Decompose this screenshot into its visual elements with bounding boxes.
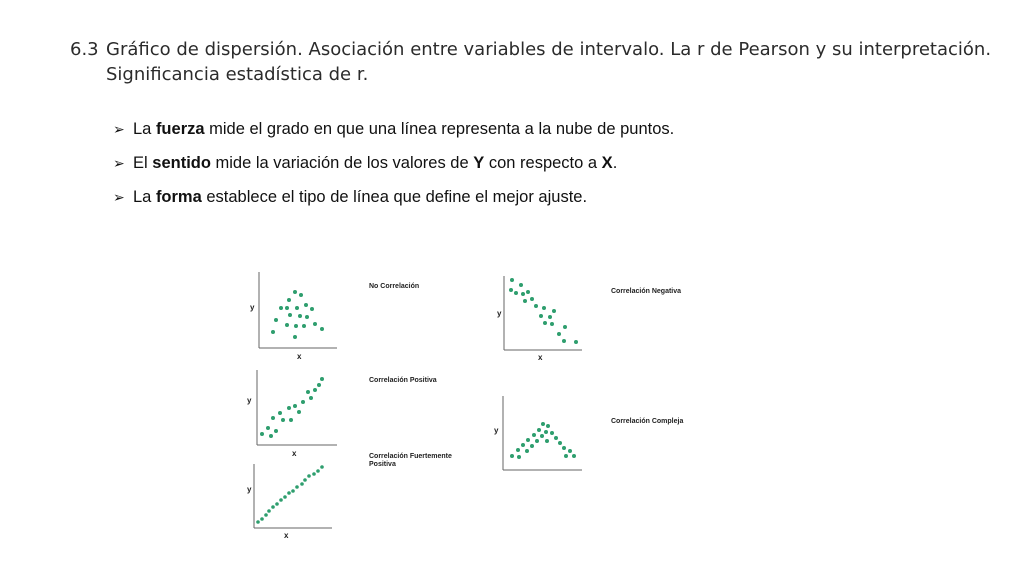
page-title: Gráfico de dispersión. Asociación entre variables de intervalo. La r de Pearson y su interpretación. [106,39,992,60]
scatter-point [291,489,295,493]
scatter-point [572,454,576,458]
scatter-point [285,323,289,327]
scatter-point [310,307,314,311]
scatter-point [295,306,299,310]
scatter-points [260,377,324,438]
bullet-post: establece el tipo de línea que define el mejor ajuste. [201,188,588,206]
scatter-point [300,482,304,486]
scatter-point [517,455,521,459]
bullet-bold-y: Y [473,154,485,172]
scatter-point [305,315,309,319]
scatter-fuerte-positiva [240,462,340,542]
scatter-point [274,318,278,322]
label-line-1: Correlación Fuertemente [369,453,452,460]
bullet-pre: La [133,120,156,138]
scatter-point [530,297,534,301]
bullet-post: mide el grado en que una línea representa a la nube de puntos. [204,120,675,138]
scatter-no-correlacion [245,268,345,363]
scatter-point [539,314,543,318]
bullet-bold: forma [155,188,202,206]
scatter-point [303,478,307,482]
scatter-point [320,327,324,331]
y-axis-label: y [247,485,252,494]
bullet-bold: fuerza [155,120,205,138]
bullet-fuerza [113,120,674,154]
bullet-forma [113,188,674,222]
scatter-point [514,291,518,295]
bullet-sentido [113,154,674,188]
scatter-point [516,448,520,452]
scatter-point [523,299,527,303]
scatter-point [544,430,548,434]
scatter-point [313,388,317,392]
x-axis-label: x [538,353,543,362]
scatter-point [285,306,289,310]
scatter-point [519,283,523,287]
scatter-point [278,411,282,415]
scatter-point [309,396,313,400]
scatter-point [532,433,536,437]
scatter-point [564,454,568,458]
scatter-points [509,278,578,344]
scatter-point [540,434,544,438]
scatter-point [294,324,298,328]
scatter-point [535,439,539,443]
bullet-text [133,188,587,207]
scatter-point [526,290,530,294]
scatter-points [256,465,324,524]
scatter-point [266,426,270,430]
scatter-point [510,278,514,282]
scatter-point [307,474,311,478]
scatter-point [550,431,554,435]
bullet-text [133,120,674,139]
scatter-point [271,416,275,420]
scatter-point [301,400,305,404]
scatter-point [260,517,264,521]
scatter-point [281,418,285,422]
scatter-point [537,428,541,432]
scatter-point [509,288,513,292]
scatter-point [557,332,561,336]
label-no-correlacion: No Correlación [369,283,420,290]
scatter-point [541,422,545,426]
scatter-point [287,491,291,495]
label-positiva: Correlación Positiva [369,377,437,384]
scatter-point [526,438,530,442]
page-subtitle: Significancia estadística de r. [106,64,369,85]
scatter-point [552,309,556,313]
scatter-point [550,322,554,326]
scatter-point [269,434,273,438]
scatter-point [542,306,546,310]
scatter-point [289,418,293,422]
y-axis-label: y [494,426,499,435]
x-axis-label: x [284,531,289,540]
scatter-point [299,293,303,297]
scatter-point [510,454,514,458]
y-axis-label: y [250,303,255,312]
scatter-point [545,439,549,443]
scatter-point [534,304,538,308]
scatter-point [279,498,283,502]
scatter-point [287,406,291,410]
y-axis-label: y [497,309,502,318]
bullet-list [113,120,674,222]
scatter-point [548,315,552,319]
bullet-post: . [612,154,618,172]
scatter-point [302,324,306,328]
scatter-negativa [492,270,587,362]
scatter-point [267,509,271,513]
scatter-point [288,313,292,317]
scatter-point [293,404,297,408]
bullet-post: mide la variación de los valores de [210,154,474,172]
arrow-bullet-icon: ➢ [113,189,125,205]
scatter-point [304,303,308,307]
scatter-positiva [245,368,345,460]
scatter-point [312,472,316,476]
scatter-point [554,436,558,440]
scatter-points [271,290,324,339]
scatter-point [293,335,297,339]
scatter-point [563,325,567,329]
bullet-text [133,154,617,173]
bullet-pre: El [133,154,153,172]
scatter-point [317,383,321,387]
scatter-point [279,306,283,310]
bullet-pre: La [133,188,156,206]
scatter-point [295,485,299,489]
x-axis-label: x [292,449,297,458]
scatter-point [521,443,525,447]
scatter-point [313,322,317,326]
bullet-bold-x: X [601,154,613,172]
scatter-point [256,520,260,524]
scatter-point [275,502,279,506]
scatter-point [306,390,310,394]
scatter-point [568,449,572,453]
scatter-point [274,429,278,433]
scatter-point [271,505,275,509]
scatter-point [287,298,291,302]
scatter-point [297,410,301,414]
x-axis-label: x [297,352,302,361]
section-number: 6.3 [70,39,99,60]
scatter-point [320,377,324,381]
scatter-point [320,465,324,469]
bullet-post: con respecto a [484,154,602,172]
scatter-point [283,495,287,499]
label-compleja: Correlación Compleja [611,418,684,425]
scatter-point [562,339,566,343]
arrow-bullet-icon: ➢ [113,121,125,137]
label-line-2: Positiva [369,461,396,468]
scatter-compleja [490,390,585,482]
label-negativa: Correlación Negativa [611,288,682,295]
scatter-point [271,330,275,334]
scatter-point [574,340,578,344]
scatter-points [510,422,576,459]
y-axis-label: y [247,396,252,405]
label-fuerte-positiva [369,453,452,469]
scatter-point [525,449,529,453]
scatter-point [264,513,268,517]
scatter-point [530,444,534,448]
scatter-point [546,424,550,428]
scatter-point [293,290,297,294]
scatter-point [298,314,302,318]
scatter-point [521,292,525,296]
scatter-point [260,432,264,436]
scatter-point [543,321,547,325]
scatter-point [558,441,562,445]
bullet-bold: sentido [152,154,211,172]
arrow-bullet-icon: ➢ [113,155,125,171]
scatter-point [562,446,566,450]
scatter-point [316,469,320,473]
